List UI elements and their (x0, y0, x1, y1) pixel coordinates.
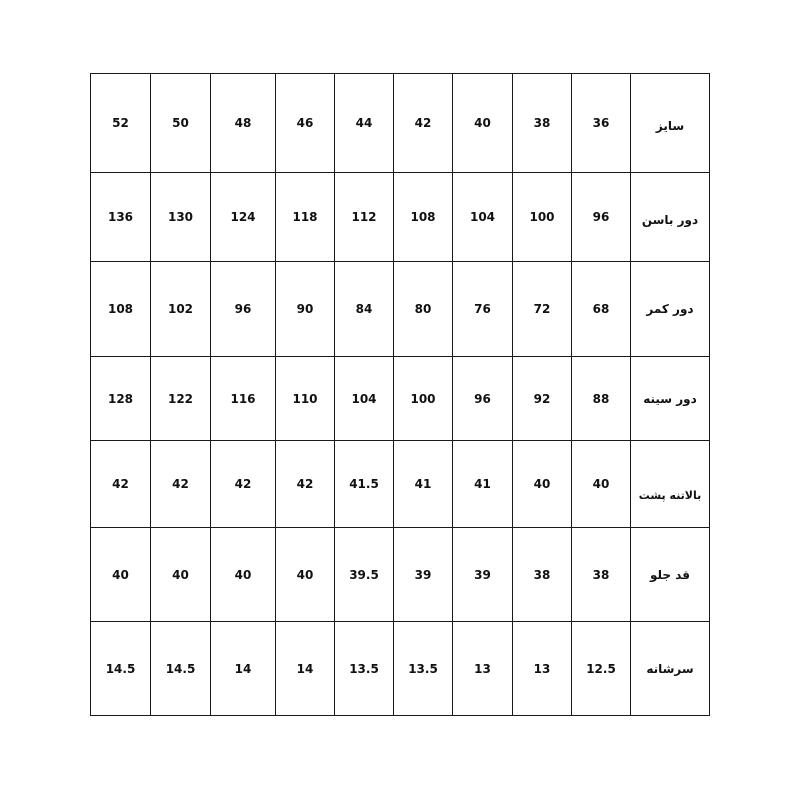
row-label-shoulder: سرشانه (631, 622, 710, 716)
table-cell: 102 (151, 262, 211, 357)
table-cell: 136 (91, 173, 151, 262)
table-row-waist (91, 262, 710, 357)
table-cell: 52 (91, 74, 151, 173)
table-cell: 108 (91, 262, 151, 357)
table-cell: 72 (513, 262, 572, 357)
table-cell: 44 (335, 74, 394, 173)
table-cell: 88 (572, 357, 631, 441)
table-cell: 76 (453, 262, 513, 357)
row-label-hip: دور باسن (631, 173, 710, 262)
table-cell: 42 (276, 441, 335, 528)
table-cell: 108 (394, 173, 453, 262)
table-cell: 13.5 (394, 622, 453, 716)
table-cell: 14 (211, 622, 276, 716)
table-cell: 84 (335, 262, 394, 357)
table-cell: 41 (453, 441, 513, 528)
table-cell: 38 (513, 528, 572, 622)
table-cell: 40 (276, 528, 335, 622)
table-cell: 13 (513, 622, 572, 716)
row-label-back-length: بالاتنه پشت (631, 441, 710, 528)
row-label-size: سایز (631, 74, 710, 173)
table-row-front-length (91, 528, 710, 622)
table-cell: 112 (335, 173, 394, 262)
table-row-hip (91, 173, 710, 262)
table-cell: 42 (394, 74, 453, 173)
table-row-chest (91, 357, 710, 441)
table-cell: 40 (513, 441, 572, 528)
table-cell: 39.5 (335, 528, 394, 622)
table-cell: 48 (211, 74, 276, 173)
table-cell: 40 (151, 528, 211, 622)
table-cell: 14.5 (151, 622, 211, 716)
table-cell: 42 (151, 441, 211, 528)
table-cell: 50 (151, 74, 211, 173)
table-cell: 41.5 (335, 441, 394, 528)
table-cell: 92 (513, 357, 572, 441)
table-cell: 14.5 (91, 622, 151, 716)
table-cell: 110 (276, 357, 335, 441)
table-row-back-length (91, 441, 710, 528)
table-cell: 124 (211, 173, 276, 262)
table-cell: 100 (513, 173, 572, 262)
table-cell: 14 (276, 622, 335, 716)
table-cell: 38 (513, 74, 572, 173)
table-cell: 40 (453, 74, 513, 173)
table-cell: 96 (211, 262, 276, 357)
table-cell: 42 (211, 441, 276, 528)
table-cell: 13 (453, 622, 513, 716)
table-cell: 13.5 (335, 622, 394, 716)
table-cell: 90 (276, 262, 335, 357)
table-cell: 40 (211, 528, 276, 622)
table-cell: 118 (276, 173, 335, 262)
row-label-chest: دور سینه (631, 357, 710, 441)
table-cell: 38 (572, 528, 631, 622)
table-cell: 80 (394, 262, 453, 357)
table-cell: 42 (91, 441, 151, 528)
table-cell: 122 (151, 357, 211, 441)
table-cell: 104 (335, 357, 394, 441)
table-cell: 40 (91, 528, 151, 622)
table-cell: 100 (394, 357, 453, 441)
row-label-front-length: قد جلو (631, 528, 710, 622)
table-cell: 68 (572, 262, 631, 357)
table-cell: 104 (453, 173, 513, 262)
table-cell: 96 (572, 173, 631, 262)
table-cell: 130 (151, 173, 211, 262)
table-row-shoulder (91, 622, 710, 716)
size-chart-table (90, 73, 710, 716)
table-cell: 40 (572, 441, 631, 528)
table-cell: 128 (91, 357, 151, 441)
table-cell: 39 (453, 528, 513, 622)
table-cell: 46 (276, 74, 335, 173)
table-cell: 41 (394, 441, 453, 528)
table-cell: 116 (211, 357, 276, 441)
table-cell: 12.5 (572, 622, 631, 716)
table-cell: 39 (394, 528, 453, 622)
table-cell: 96 (453, 357, 513, 441)
table-row-size (91, 74, 710, 173)
table-cell: 36 (572, 74, 631, 173)
row-label-waist: دور کمر (631, 262, 710, 357)
